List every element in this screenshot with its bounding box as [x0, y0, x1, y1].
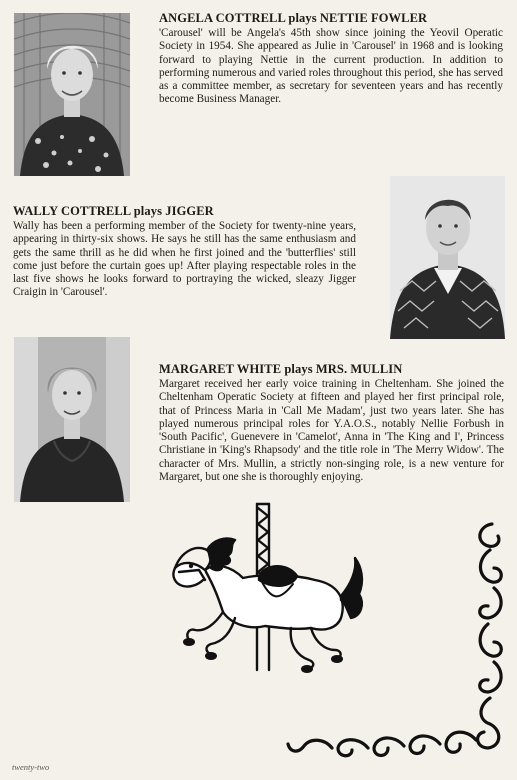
margaret-white-body: Margaret received her early voice training in Cheltenham. She joined the Cheltenham Operatic Society at fifteen and played her first principal role, that of Princess Maria in 'Call Me Madam', just two years later. She has played numerous principal roles for Y.A.O.S., notably Nellie Forbush in 'South Pacific', Guenevere in 'Camelot', Anna in 'The King and I', Princess Christiane in 'King's Rhapsody' and the title role in 'The Merry Widow'. The character of Mrs. Mullin, a strictly non-singing role, is a new venture for Margaret, but one she is thoroughly enjoying.: [159, 378, 504, 484]
wally-cottrell-title: WALLY COTTRELL plays JIGGER: [13, 204, 214, 218]
margaret-white-photo: [14, 337, 130, 502]
wally-cottrell-body: Wally has been a performing member of the Society for twenty-nine years, appearing in thirty-six shows. He says he still has the same enthusiasm and gets the same thrill as he did when he first joined and the 'butterflies' still come just before the curtain goes up! After playing respectable roles in the last five shows he looks forward to portraying the wicked, sleazy Jigger Craigin in 'Carousel'.: [13, 220, 356, 299]
margaret-white-title: MARGARET WHITE plays MRS. MULLIN: [159, 362, 403, 376]
wally-cottrell-photo: [390, 176, 505, 339]
scroll-corner-ornament: [280, 520, 510, 760]
page-folio: twenty-two: [12, 762, 50, 772]
angela-cottrell-photo: [14, 13, 130, 176]
angela-cottrell-title: ANGELA COTTRELL plays NETTIE FOWLER: [159, 11, 428, 25]
angela-cottrell-body: 'Carousel' will be Angela's 45th show since joining the Yeovil Operatic Society in 1954. She appeared as Julie in 'Carousel' in 1968 and is looking forward to playing Nettie in the current production. In addition to performing numerous and varied roles throughout this period, she has served as a committee member, as secretary for seventeen years and has recently become Business Manager.: [159, 27, 503, 106]
